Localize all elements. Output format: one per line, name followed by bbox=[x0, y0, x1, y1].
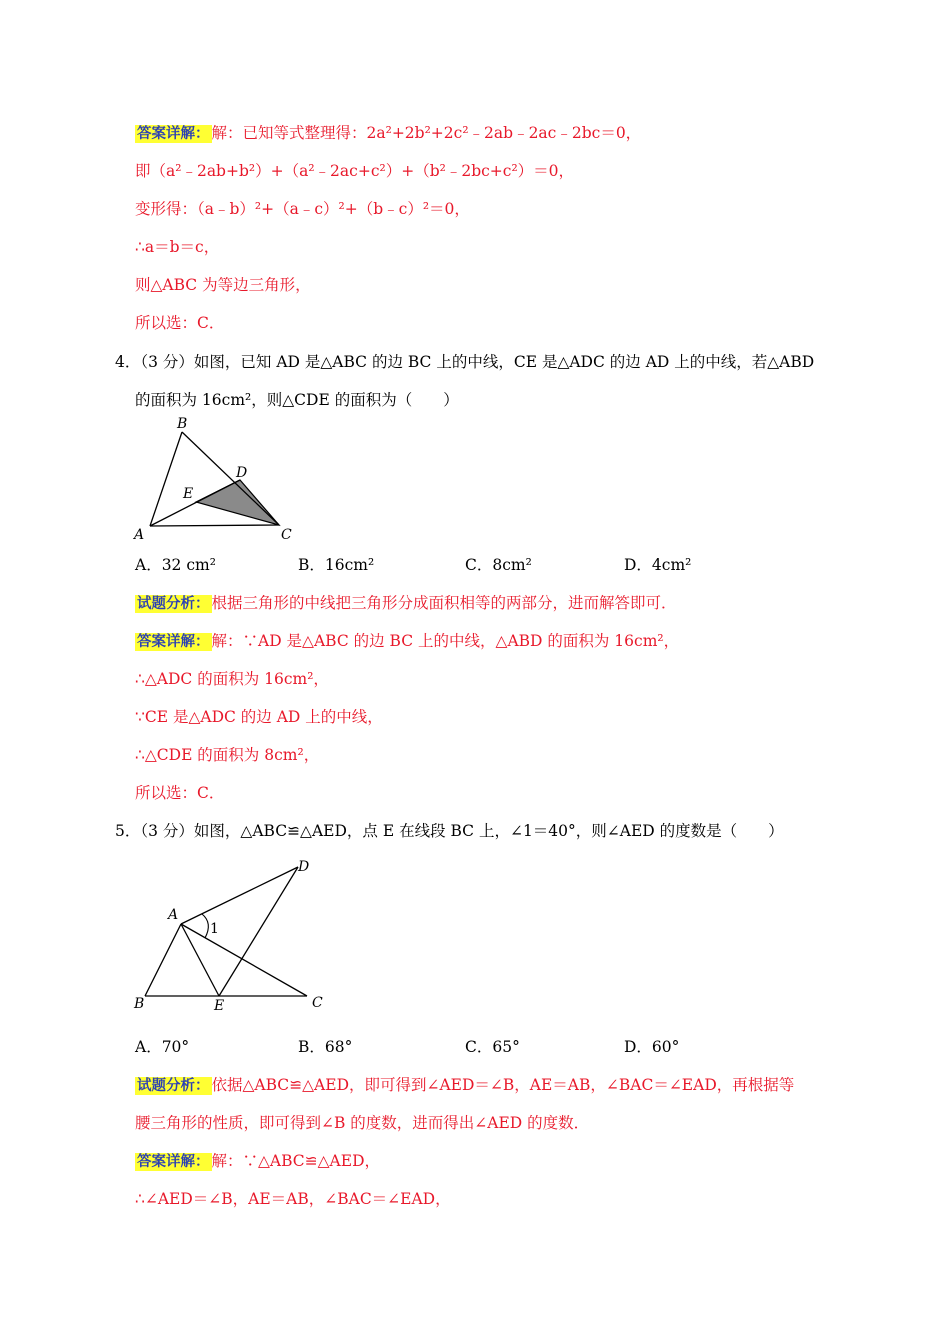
label-e: E bbox=[183, 486, 194, 502]
shaded-triangle-cde bbox=[196, 480, 279, 525]
q3-answer-line-5: 则△ABC 为等边三角形， bbox=[135, 276, 311, 294]
q3-answer-line-4: ∴a＝b＝c， bbox=[135, 238, 220, 256]
label-c: C bbox=[281, 527, 292, 543]
answer-tag: 答案详解： bbox=[137, 1154, 210, 1170]
q4-answer-line-5: 所以选：C． bbox=[135, 784, 225, 802]
q4-option-b: B．16cm² bbox=[298, 556, 375, 574]
q5-stem: 5．（3 分）如图，△ABC≌△AED，点 E 在线段 BC 上，∠1＝40°，则∠AED 的度数是（ ） bbox=[115, 822, 784, 840]
q5-option-b: B．68° bbox=[298, 1038, 353, 1056]
q5-option-c: C．65° bbox=[465, 1038, 520, 1056]
q4-option-a: A．32 cm² bbox=[135, 556, 216, 574]
label-b: B bbox=[177, 416, 188, 432]
label-b: B bbox=[134, 996, 145, 1012]
angle-1-label: 1 bbox=[210, 921, 219, 937]
label-e: E bbox=[214, 998, 225, 1014]
q3-answer-line-6: 所以选：C． bbox=[135, 314, 225, 332]
q4-stem-line-2: 的面积为 16cm²，则△CDE 的面积为（ ） bbox=[135, 391, 459, 409]
q4-option-c: C．8cm² bbox=[465, 556, 532, 574]
q3-answer-line-1: 答案详解： 解：已知等式整理得：2a²+2b²+2c²﹣2ab﹣2ac﹣2bc＝0， bbox=[137, 124, 642, 142]
q5-analysis-line-1: 试题分析： 依据△ABC≌△AED，即可得到∠AED＝∠B，AE＝AB，∠BAC＝∠EAD，再根据等 bbox=[137, 1076, 795, 1094]
q4-analysis: 试题分析： 根据三角形的中线把三角形分成面积相等的两部分，进而解答即可． bbox=[137, 594, 677, 612]
label-a: A bbox=[168, 907, 179, 923]
q5-figure bbox=[125, 850, 335, 1015]
q4-figure bbox=[130, 412, 310, 547]
analysis-tag: 试题分析： bbox=[137, 596, 210, 612]
q4-answer-line-4: ∴△CDE 的面积为 8cm²， bbox=[135, 746, 320, 764]
label-d: D bbox=[298, 859, 310, 875]
label-c: C bbox=[312, 995, 323, 1011]
label-a: A bbox=[134, 527, 145, 543]
answer-tag: 答案详解： bbox=[137, 634, 210, 650]
q5-option-a: A．70° bbox=[135, 1038, 190, 1056]
q4-stem-line-1: 4．（3 分）如图，已知 AD 是△ABC 的边 BC 上的中线，CE 是△ADC 的边 AD 上的中线，若△ABD bbox=[115, 353, 815, 371]
angle-1-arc bbox=[202, 914, 208, 938]
q4-option-d: D．4cm² bbox=[624, 556, 692, 574]
q3-answer-line-3: 变形得：（a﹣b）²+（a﹣c）²+（b﹣c）²＝0， bbox=[135, 200, 470, 218]
q5-answer-line-1: 答案详解： 解：∵△ABC≌△AED， bbox=[137, 1152, 380, 1170]
q5-answer-line-2: ∴∠AED＝∠B，AE＝AB，∠BAC＝∠EAD， bbox=[135, 1190, 451, 1208]
answer-tag: 答案详解： bbox=[137, 126, 210, 142]
label-d: D bbox=[236, 465, 248, 481]
q5-analysis-line-2: 腰三角形的性质，即可得到∠B 的度数，进而得出∠AED 的度数． bbox=[135, 1114, 590, 1132]
analysis-tag: 试题分析： bbox=[137, 1078, 210, 1094]
q4-answer-line-2: ∴△ADC 的面积为 16cm²， bbox=[135, 670, 329, 688]
q5-option-d: D．60° bbox=[624, 1038, 680, 1056]
q3-answer-line-2: 即（a²﹣2ab+b²）+（a²﹣2ac+c²）+（b²﹣2bc+c²）＝0， bbox=[135, 162, 575, 180]
q4-answer-line-3: ∵CE 是△ADC 的边 AD 上的中线， bbox=[135, 708, 383, 726]
q4-answer-line-1: 答案详解： 解：∵AD 是△ABC 的边 BC 上的中线，△ABD 的面积为 16cm²， bbox=[137, 632, 680, 650]
